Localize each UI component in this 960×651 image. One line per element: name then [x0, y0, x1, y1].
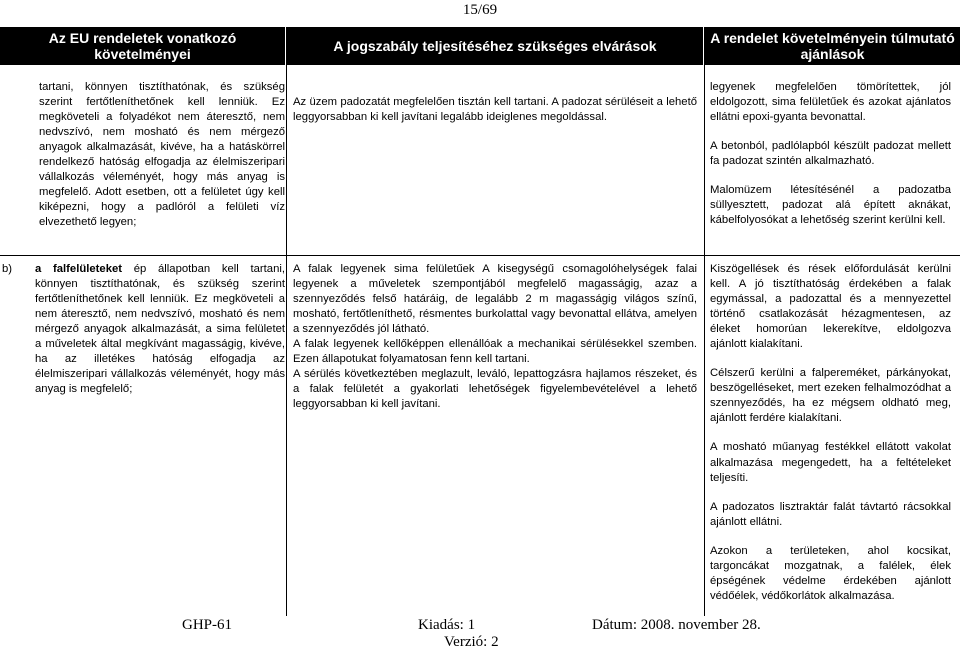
row2-expectations	[293, 262, 697, 412]
row1-eu-requirement	[2, 80, 285, 230]
footer-document-code: GHP-61	[182, 617, 233, 633]
column-divider-2	[704, 27, 705, 616]
row1-expectation	[293, 95, 697, 125]
row1-recommendations	[710, 80, 951, 228]
row2-expectation-1: A falak legyenek sima felületűek A kisegységű csomagolóhelységek falai legyenek a műveletek szempontjából megfelelő magasságig, azaz a szennyeződés felső határáig, de legalább 2 m magasságig világos színű, mosható, fertőtleníthető, résmentes burkolattal vagy bevonattal ellátva, amelyen a szennyeződés jól látható.	[293, 263, 697, 336]
row1-eu-text: tartani, könnyen tisztíthatónak, és szükség szerint fertőtleníthetőnek kell lenniük. Ez megköveteli a folyadékot nem áteresztő, nem nedvszívó, nem mosható és nem mérgező anyagok alkalmazását, kivéve, ha a hatáskörrel rendelkező hatóság elfogadja az élelmiszeripari vállalkozás véleményét, hogy más anyag is megfelelő. Adott esetben, ott a felületet úgy kell kiképezni, hogy a padlóról a felületi víz elvezethető legyen;	[39, 81, 285, 229]
page-number: 15/69	[462, 2, 498, 18]
row2-expectation-2: A falak legyenek kellőképpen ellenállóak a mechanikai sérülésekkel szemben. Ezen állapotukat folyamatosan fenn kell tartani.	[293, 338, 697, 366]
row1-recommendation-3: Malomüzem létesítésénél a padozatba süllyesztett, padozat alá épített aknákat, kábelfolyosókat a lehetőség szerint kerülni kell.	[710, 184, 951, 227]
row1-recommendation-1: legyenek megfelelően tömörítettek, jól eldolgozott, sima felületűek és azokat ajánlatos ellátni epoxi-gyanta bevonattal.	[710, 81, 951, 124]
row1-recommendation-2: A betonból, padlólapból készült padozat mellett fa padozat szintén alkalmazható.	[710, 140, 951, 168]
list-item-b-body: ép állapotban kell tartani, könnyen tisztíthatónak, és szükség szerint fertőtleníthetőnek kell lenniük. Ez megköveteli a nem áteresztő, nem nedvszívó, mosható és nem mérgező anyagok alkalmazását, a sima felületet a műveletek által megkívánt magasságig, kivéve, ha az illetékes hatóság elfogadja az élelmiszeripari vállalkozás véleményét, hogy más anyag is megfelelő;	[35, 263, 286, 396]
list-item-b-keyword: a falfelületeket	[35, 263, 123, 275]
list-item-b	[2, 262, 285, 397]
header-expectations: A jogszabály teljesítéséhez szükséges elvárások	[287, 27, 703, 65]
header-eu-requirements: Az EU rendeletek vonatkozó követelményei	[0, 27, 285, 65]
column-divider-1	[286, 27, 287, 616]
row1-expectation-text: Az üzem padozatát megfelelően tisztán kell tartani. A padozat sérüléseit a lehető leggyorsabban ki kell javítani legalább ideiglenes megoldással.	[293, 96, 697, 124]
row2-eu-requirement	[2, 262, 285, 397]
row2-recommendation-3: A mosható műanyag festékkel ellátott vakolat alkalmazása megengedett, ha a feltételeket teljesíti.	[710, 441, 951, 484]
header-recommendations: A rendelet követelményein túlmutató ajánlások	[705, 27, 960, 65]
row2-recommendation-5: Azokon a területeken, ahol kocsikat, targoncákat mozgatnak, a falélek, élek épségének védelme érdekében ajánlott védőélek, védőkorlátok alkalmazása.	[710, 544, 951, 602]
row2-recommendation-4: A padozatos lisztraktár falát távtartó rácsokkal ajánlott ellátni.	[710, 500, 951, 528]
list-label-b: b)	[2, 263, 13, 275]
list-item-b-text	[35, 262, 285, 397]
row2-recommendation-1: Kiszögellések és rések előfordulását kerülni kell. A jó tisztíthatóság érdekében a falak egymással, a padozattal és a mennyezettel történő csatlakozását hézagmentesen, az éleket homorúan lekerekítve, eldolgozva ajánlott kialakítani.	[710, 263, 951, 351]
row-divider	[0, 255, 960, 256]
footer-version: Verzió: 2	[444, 634, 499, 650]
footer-issue: Kiadás: 1	[418, 617, 476, 633]
row2-expectation-3: A sérülés következtében meglazult, leváló, lepattogzásra hajlamos részeket, és a falak felületét a gyakorlati lehetőségek figyelembevételével a lehető leggyorsabban ki kell javítani.	[293, 368, 697, 411]
row2-recommendation-2: Célszerű kerülni a falpereméket, párkányokat, beszögelléseket, mert ezeken felhalmozódhat a szennyeződés, ha ez mégsem oldható meg, ajánlott ferdére kialakítani.	[710, 367, 951, 425]
row2-recommendations	[710, 262, 951, 604]
footer-date: Dátum: 2008. november 28.	[592, 617, 761, 633]
